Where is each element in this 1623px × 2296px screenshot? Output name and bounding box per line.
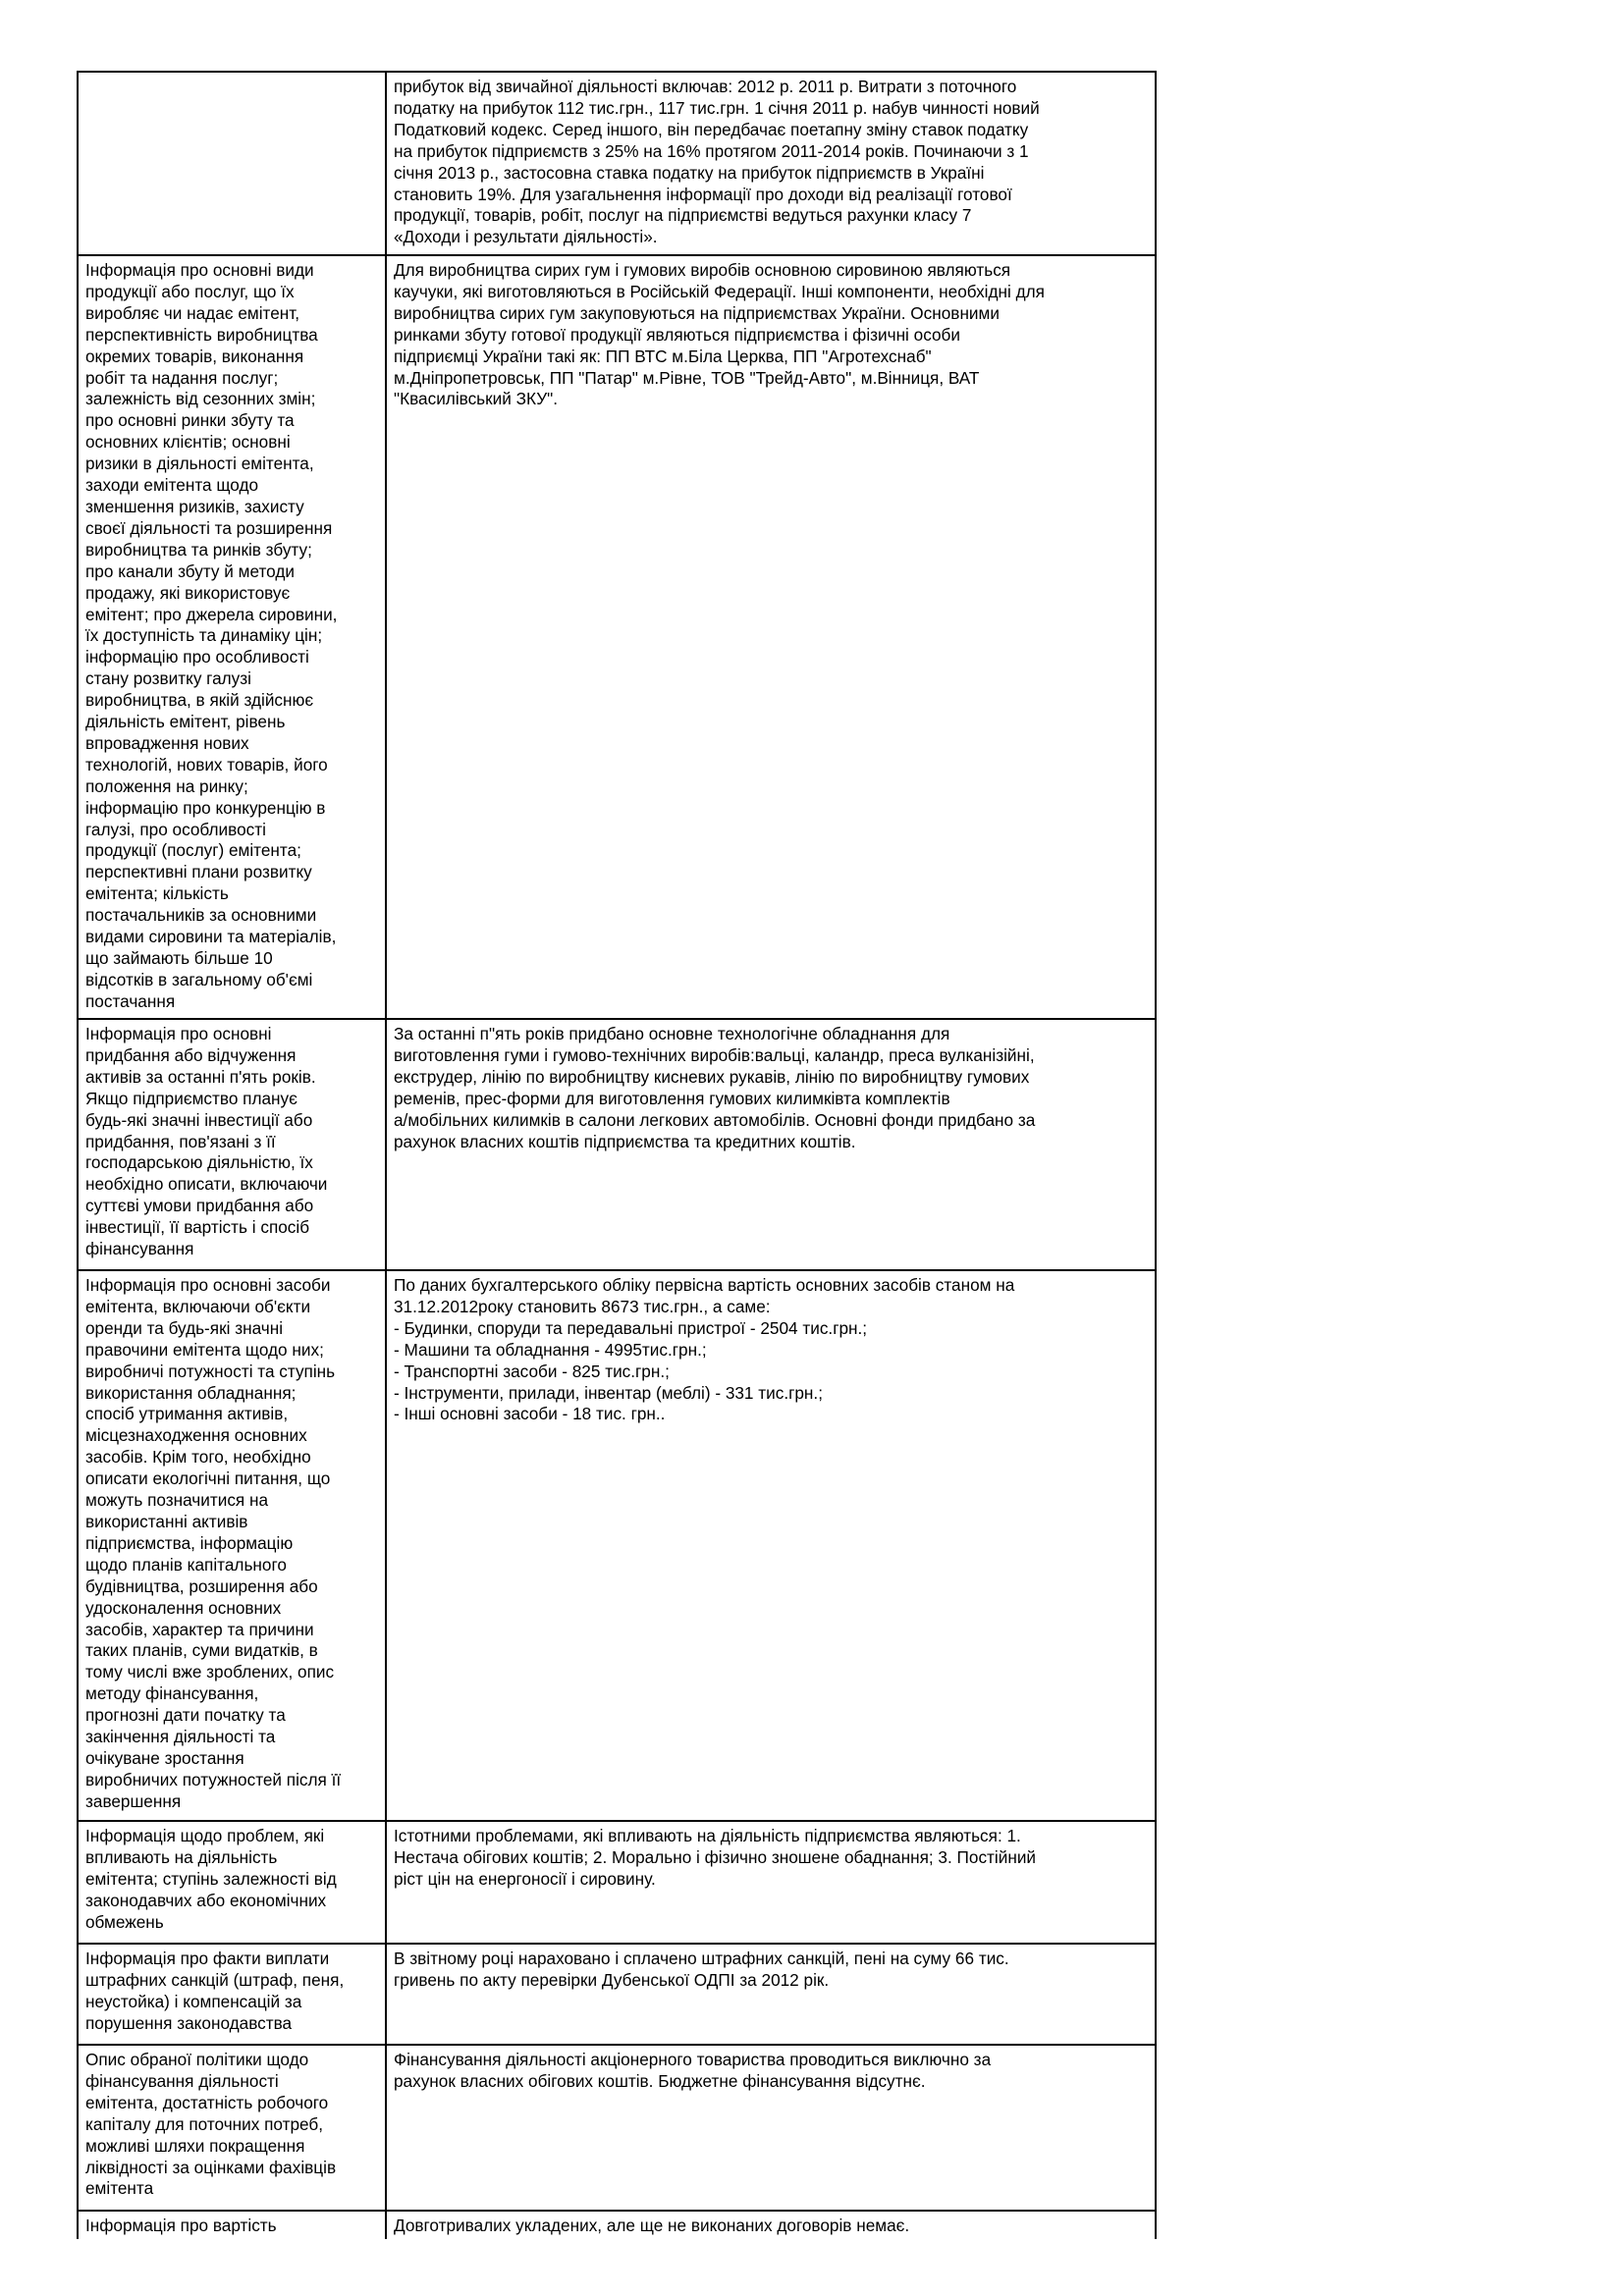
row-label-cell bbox=[78, 2211, 386, 2239]
table-row bbox=[78, 1944, 1156, 2045]
row-content-cell bbox=[386, 1821, 1156, 1944]
row-label-cell bbox=[78, 1270, 386, 1821]
row-content: В звітному році нараховано і сплачено штрафних санкцій, пені на суму 66 тис. гривень по акту перевірки Дубенської ОДПІ за 2012 рік. bbox=[394, 1949, 1009, 1990]
row-label-cell bbox=[78, 2045, 386, 2211]
row-label: Інформація про факти виплати штрафних санкцій (штраф, пеня, неустойка) і компенсацій за порушення законодавства bbox=[85, 1949, 345, 2033]
table-row bbox=[78, 2211, 1156, 2239]
table-row bbox=[78, 72, 1156, 255]
row-content-cell bbox=[386, 2045, 1156, 2211]
row-label-cell bbox=[78, 1944, 386, 2045]
row-content-cell bbox=[386, 1019, 1156, 1270]
row-content: Фінансування діяльності акціонерного товариства проводиться виключно за рахунок власних обігових коштів. Бюджетне фінансування відсутнє. bbox=[394, 2050, 992, 2091]
row-content-cell bbox=[386, 72, 1156, 255]
table-row bbox=[78, 1821, 1156, 1944]
document-page bbox=[77, 71, 1157, 2239]
row-label: Інформація про основні засоби емітента, включаючи об'єкти оренди та будь-які значні правочини емітента щодо них; виробничі потужності та ступінь використання обладнання; спосіб утримання активів, місцезнаходження основних засобів. Крім того, необхідно описати екологічні питання, що можуть позначитися на використанні активів підприємства, інформацію щодо планів капітального будівництва, розширення або удосконалення основних засобів, характер та причини таких планів, суми видатків, в тому числі вже зроблених, опис методу фінансування, прогнозні дати початку та закінчення діяльності та очікуване зростання виробничих потужностей після її завершення bbox=[85, 1275, 342, 1811]
row-label: Інформація щодо проблем, які впливають на діяльність емітента; ступінь залежності від законодавчих або економічних обмежень bbox=[85, 1826, 337, 1932]
row-content-cell bbox=[386, 255, 1156, 1019]
row-label-cell bbox=[78, 1821, 386, 1944]
table-row bbox=[78, 2045, 1156, 2211]
row-label: Інформація про вартість bbox=[85, 2216, 277, 2235]
row-label-cell bbox=[78, 255, 386, 1019]
table-row bbox=[78, 1270, 1156, 1821]
table-row bbox=[78, 1019, 1156, 1270]
row-content: Для виробництва сирих гум і гумових виробів основною сировиною являються каучуки, які виготовляються в Російській Федерації. Інші компоненти, необхідні для виробництва сирих гум закуповуються на підприємствах України. Основними ринками збуту готової продукції являються підприємства і фізичні особи підприємці України такі як: ПП ВТС м.Біла Церква, ПП "Агротехснаб" м.Дніпропетровськ, ПП "Патар" м.Рівне, ТОВ "Трейд-Авто", м.Вінниця, ВАТ "Квасилівський ЗКУ". bbox=[394, 260, 1045, 409]
row-content: Довготривалих укладених, але ще не виконаних договорів немає. bbox=[394, 2216, 910, 2235]
row-content: Істотними проблемами, які впливають на діяльність підприємства являються: 1. Нестача обігових коштів; 2. Морально і фізично зношене обаднання; 3. Постійний ріст цін на енергоносії і сировину. bbox=[394, 1826, 1037, 1889]
row-content: По даних бухгалтерського обліку первісна вартість основних засобів станом на 31.12.2012року становить 8673 тис.грн., а саме: - Будинки, споруди та передавальні пристрої - 2504 тис.грн.; - Машини та обладнання - 4995тис.грн.; - Транспортні засоби - 825 тис.грн.; - Інструменти, прилади, інвентар (меблі) - 331 тис.грн.; - Інші основні засоби - 18 тис. грн.. bbox=[394, 1275, 1015, 1424]
row-label: Інформація про основні придбання або відчуження активів за останні п'ять років. Якщо підприємство планує будь-які значні інвестиції або придбання, пов'язані з її господарською діяльністю, їх необхідно описати, включаючи суттєві умови придбання або інвестиції, її вартість і спосіб фінансування bbox=[85, 1024, 328, 1259]
row-content-cell bbox=[386, 1270, 1156, 1821]
row-label: Інформація про основні види продукції або послуг, що їх виробляє чи надає емітент, перспективність виробництва окремих товарів, виконання робіт та надання послуг; залежність від сезонних змін; про основні ринки збуту та основних клієнтів; основні ризики в діяльності емітента, заходи емітента щодо зменшення ризиків, захисту своєї діяльності та розширення виробництва та ринків збуту; про канали збуту й методи продажу, які використовує емітент; про джерела сировини, їх доступність та динаміку цін; інформацію про особливості стану розвитку галузі виробництва, в якій здійснює діяльність емітент, рівень впровадження нових технологій, нових товарів, його положення на ринку; інформацію про конкуренцію в галузі, про особливості продукції (послуг) емітента; перспективні плани розвитку емітента; кількість постачальників за основними видами сировини та матеріалів, що займають більше 10 відсотків в загальному об'ємі постачання bbox=[85, 260, 338, 1011]
row-label: Опис обраної політики щодо фінансування діяльності емітента, достатність робочого капіталу для поточних потреб, можливі шляхи покращення ліквідності за оцінками фахівців емітента bbox=[85, 2050, 337, 2199]
row-content-cell bbox=[386, 1944, 1156, 2045]
row-content: прибуток від звичайної діяльності включав: 2012 р. 2011 р. Витрати з поточного податку на прибуток 112 тис.грн., 117 тис.грн. 1 січня 2011 р. набув чинності новий Податковий кодекс. Серед іншого, він передбачає поетапну зміну ставок податку на прибуток підприємств з 25% на 16% протягом 2011-2014 років. Починаючи з 1 січня 2013 р., застосовна ставка податку на прибуток підприємств в Україні становить 19%. Для узагальнення інформації про доходи від реалізації готової продукції, товарів, робіт, послуг на підприємстві ведуться рахунки класу 7 «Доходи і результати діяльності». bbox=[394, 77, 1040, 247]
row-content: За останні п"ять років придбано основне технологічне обладнання для виготовлення гуми і гумово-технічних виробів:вальці, каландр, преса вулканізійні, екструдер, лінію по виробництву кисневих рукавів, лінію по виробництву гумових ременів, прес-форми для виготовлення гумових килимківта комплектів а/мобільних килимків в салони легкових автомобілів. Основні фонди придбано за рахунок власних коштів підприємства та кредитних коштів. bbox=[394, 1024, 1036, 1151]
row-content-cell bbox=[386, 2211, 1156, 2239]
table-row bbox=[78, 255, 1156, 1019]
issuer-info-table bbox=[77, 71, 1157, 2239]
row-label-cell bbox=[78, 72, 386, 255]
row-label-cell bbox=[78, 1019, 386, 1270]
